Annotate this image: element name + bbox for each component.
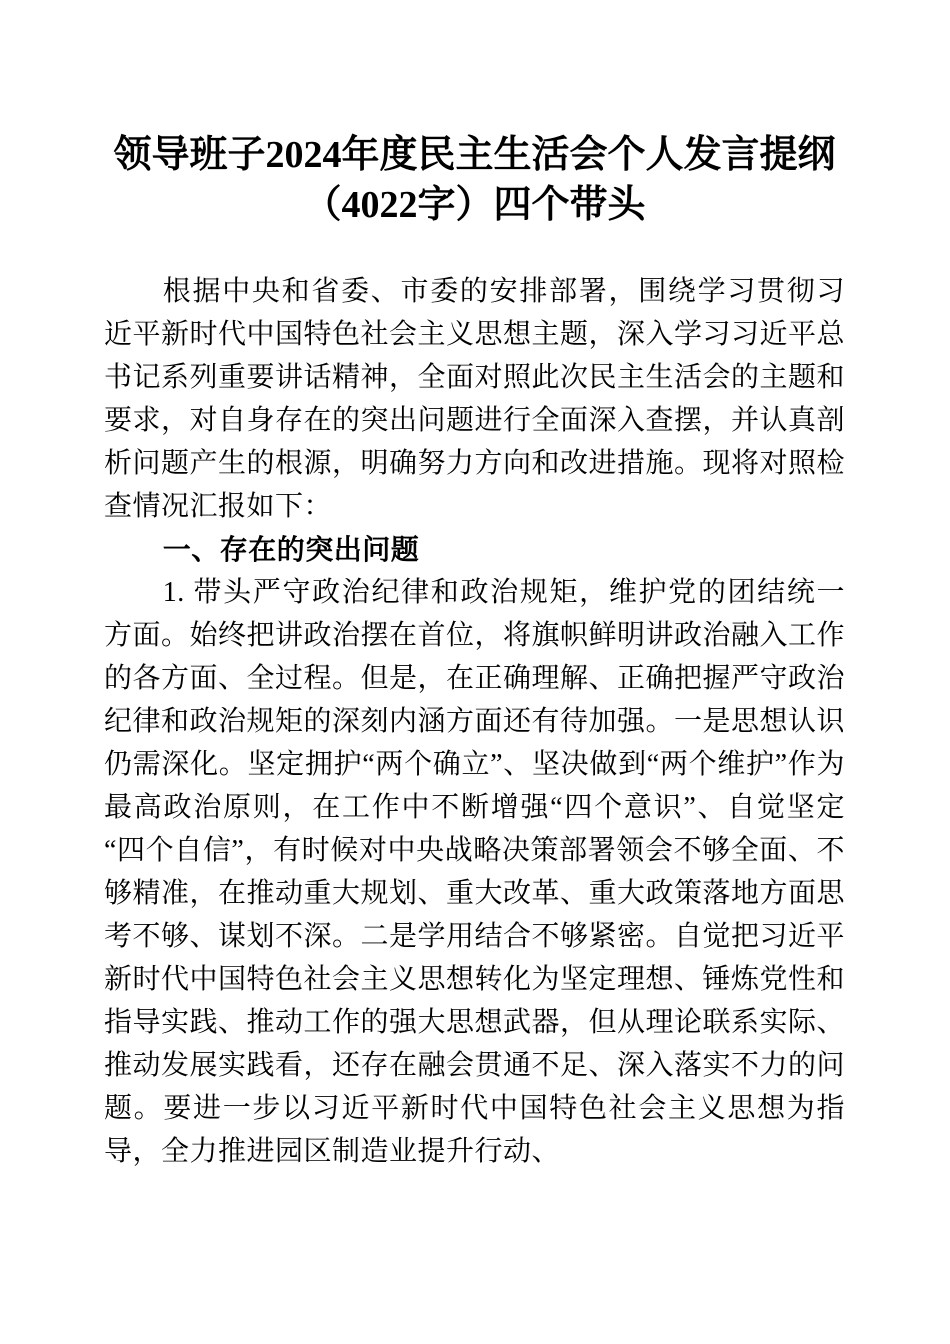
document-title-line1: 领导班子2024年度民主生活会个人发言提纲: [113, 134, 836, 176]
document-body: [104, 270, 845, 1173]
document-title: [104, 130, 845, 230]
document-title-line2: （4022字）四个带头: [303, 184, 646, 226]
paragraph: 根据中央和省委、市委的安排部署，围绕学习贯彻习近平新时代中国特色社会主义思想主题，深入学习习近平总书记系列重要讲话精神，全面对照此次民主生活会的主题和要求，对自身存在的突出问题进行全面深入查摆，并认真剖析问题产生的根源，明确努力方向和改进措施。现将对照检查情况汇报如下：: [104, 276, 846, 522]
section-heading: 一、存在的突出问题: [162, 534, 420, 565]
paragraph: 1. 带头严守政治纪律和政治规矩，维护党的团结统一方面。始终把讲政治摆在首位，将旗帜鲜明讲政治融入工作的各方面、全过程。但是，在正确理解、正确把握严守政治纪律和政治规矩的深刻内涵方面还有待加强。一是思想认识仍需深化。坚定拥护“两个确立”、坚决做到“两个维护”作为最高政治原则，在工作中不断增强“四个意识”、自觉坚定“四个自信”，有时候对中央战略决策部署领会不够全面、不够精准，在推动重大规划、重大改革、重大政策落地方面思考不够、谋划不深。二是学用结合不够紧密。自觉把习近平新时代中国特色社会主义思想转化为坚定理想、锤炼党性和指导实践、推动工作的强大思想武器，但从理论联系实际、推动发展实践看，还存在融会贯通不足、深入落实不力的问题。要进一步以习近平新时代中国特色社会主义思想为指导，全力推进园区制造业提升行动、: [104, 577, 846, 1167]
